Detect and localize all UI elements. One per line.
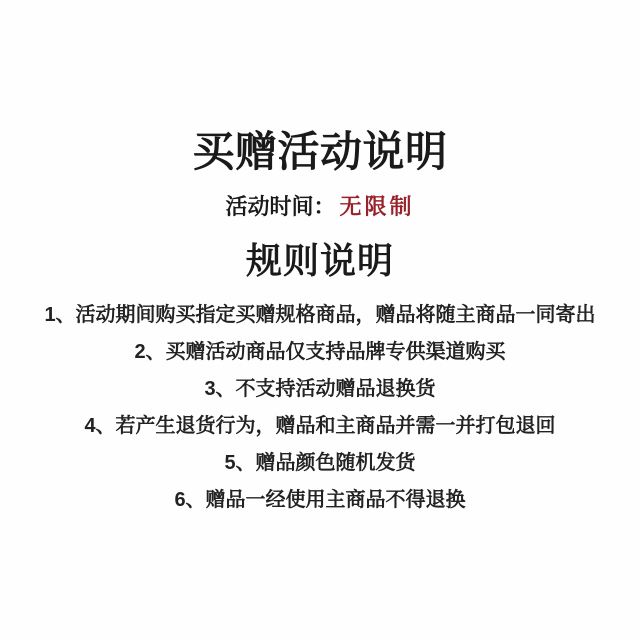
rules-section-heading: 规则说明 [245, 240, 394, 281]
rule-item-5: 5、赠品颜色随机发货 [224, 452, 416, 474]
rule-item-3: 3、不支持活动赠品退换货 [204, 378, 436, 400]
rule-item-1: 1、活动期间购买指定买赠规格商品，赠品将随主商品一同寄出 [44, 304, 596, 326]
rules-list [28, 301, 612, 514]
rule-item-4: 4、若产生退货行为，赠品和主商品并需一并打包退回 [84, 415, 556, 437]
activity-time-label: 活动时间： [225, 194, 336, 219]
rule-item-2: 2、买赠活动商品仅支持品牌专供渠道购买 [134, 341, 506, 363]
activity-time-line [28, 193, 612, 221]
promo-notice-card [0, 130, 640, 640]
page-title: 买赠活动说明 [192, 128, 448, 175]
rule-item-6: 6、赠品一经使用主商品不得退换 [174, 489, 466, 511]
activity-time-value: 无限制 [339, 194, 415, 219]
promo-content [28, 130, 612, 514]
